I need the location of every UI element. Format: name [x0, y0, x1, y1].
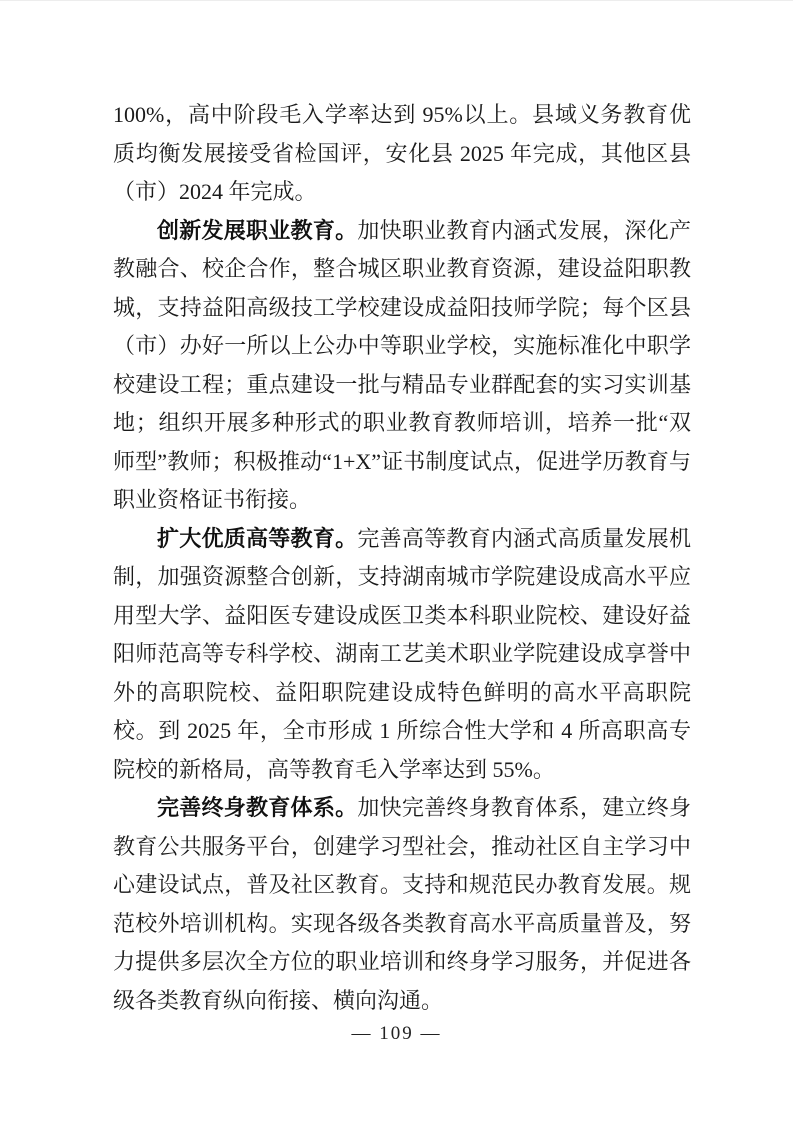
paragraph-lifelong-education: [113, 789, 691, 1020]
paragraph-text: 100%，高中阶段毛入学率达到 95%以上。县域义务教育优质均衡发展接受省检国评，安化县 2025 年完成，其他区县（市）2024 年完成。: [113, 102, 691, 204]
paragraph-compulsory-education: [113, 96, 691, 212]
paragraph-text: 完善高等教育内涵式高质量发展机制，加强资源整合创新，支持湖南城市学院建设成高水平应用型大学、益阳医专建设成医卫类本科职业院校、建设好益阳师范高等专科学校、湖南工艺美术职业学院建设成享誉中外的高职院校、益阳职院建设成特色鲜明的高水平高职院校。到 2025 年，全市形成 1 所综合性大学和 4 所高职高专院校的新格局，高等教育毛入学率达到 55%。: [113, 525, 691, 782]
paragraph-lead-bold: 扩大优质高等教育。: [157, 525, 358, 551]
page-number: — 109 —: [351, 1023, 442, 1044]
paragraph-vocational-education: [113, 212, 691, 520]
paragraph-text: 加快职业教育内涵式发展，深化产教融合、校企合作，整合城区职业教育资源，建设益阳职教城，支持益阳高级技工学校建设成益阳技师学院；每个区县（市）办好一所以上公办中等职业学校，实施标准化中职学校建设工程；重点建设一批与精品专业群配套的实习实训基地；组织开展多种形式的职业教育教师培训，培养一批“双师型”教师；积极推动“1+X”证书制度试点，促进学历教育与职业资格证书衔接。: [113, 217, 691, 512]
paragraph-lead-bold: 创新发展职业教育。: [157, 217, 358, 243]
paragraph-higher-education: [113, 520, 691, 790]
document-body: [113, 96, 691, 1020]
paragraph-text: 加快完善终身教育体系，建立终身教育公共服务平台，创建学习型社会，推动社区自主学习中心建设试点，普及社区教育。支持和规范民办教育发展。规范校外培训机构。实现各级各类教育高水平高质量普及，努力提供多层次全方位的职业培训和终身学习服务，并促进各级各类教育纵向衔接、横向沟通。: [113, 795, 691, 1013]
paragraph-lead-bold: 完善终身教育体系。: [157, 795, 358, 820]
